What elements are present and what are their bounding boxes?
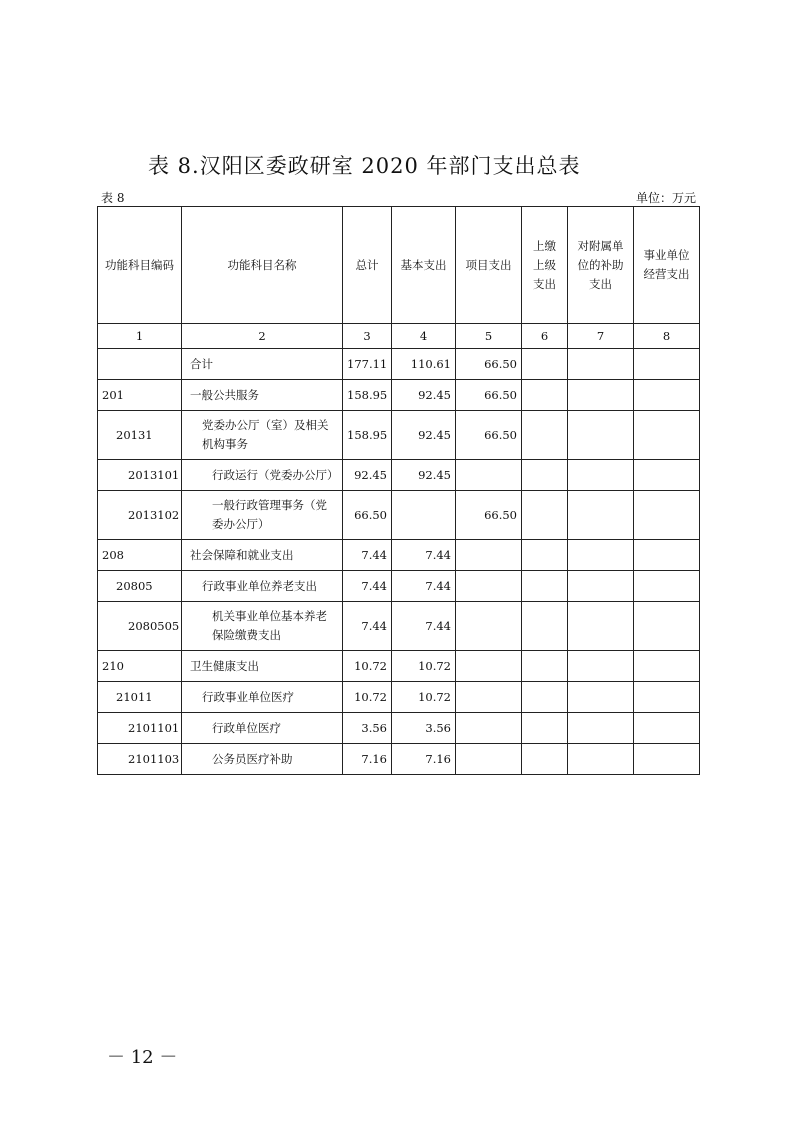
- index-cell: 3: [343, 324, 392, 349]
- project-cell: [456, 744, 522, 775]
- table-row: [98, 713, 700, 744]
- basic-cell: 92.45: [392, 411, 456, 460]
- total-cell: 10.72: [343, 651, 392, 682]
- name-cell: 行政事业单位医疗: [182, 682, 343, 713]
- col-header-code: 功能科目编码: [98, 207, 182, 324]
- total-cell: 92.45: [343, 460, 392, 491]
- project-cell: 66.50: [456, 349, 522, 380]
- project-cell: [456, 651, 522, 682]
- total-cell: 158.95: [343, 411, 392, 460]
- table-row: [98, 540, 700, 571]
- total-cell: 158.95: [343, 380, 392, 411]
- project-cell: [456, 602, 522, 651]
- index-cell: 2: [182, 324, 343, 349]
- page-number: － 12 －: [107, 1047, 178, 1068]
- table-row: [98, 411, 700, 460]
- total-cell: 10.72: [343, 682, 392, 713]
- project-cell: 66.50: [456, 411, 522, 460]
- code-cell: 2013101: [98, 460, 182, 491]
- code-cell: 21011: [98, 682, 182, 713]
- header-row: [98, 207, 700, 324]
- unit-label: 单位：万元: [636, 191, 697, 205]
- name-cell: 卫生健康支出: [182, 651, 343, 682]
- basic-cell: [392, 491, 456, 540]
- name-cell: 行政运行（党委办公厅）: [182, 460, 343, 491]
- table-row-total: [98, 349, 700, 380]
- col-header-remit: 上缴 上级 支出: [522, 207, 568, 324]
- total-cell: 3.56: [343, 713, 392, 744]
- code-cell: 20805: [98, 571, 182, 602]
- basic-cell: 7.44: [392, 540, 456, 571]
- index-cell: 4: [392, 324, 456, 349]
- name-cell: 机关事业单位基本养老保险缴费支出: [182, 602, 343, 651]
- table-row: [98, 651, 700, 682]
- table-row: [98, 460, 700, 491]
- name-cell: 一般行政管理事务（党委办公厅）: [182, 491, 343, 540]
- code-cell: 2080505: [98, 602, 182, 651]
- expenditure-table: [97, 206, 700, 775]
- table-label: 表 8: [101, 191, 125, 205]
- index-cell: 7: [568, 324, 634, 349]
- code-cell: 210: [98, 651, 182, 682]
- col-header-name: 功能科目名称: [182, 207, 343, 324]
- col-header-project: 项目支出: [456, 207, 522, 324]
- total-cell: 7.44: [343, 571, 392, 602]
- name-cell: 社会保障和就业支出: [182, 540, 343, 571]
- project-cell: [456, 540, 522, 571]
- total-cell: 177.11: [343, 349, 392, 380]
- document-title: 表 8.汉阳区委政研室 2020 年部门支出总表: [148, 154, 581, 178]
- col-header-business: 事业单位 经营支出: [634, 207, 700, 324]
- basic-cell: 3.56: [392, 713, 456, 744]
- col-header-total: 总计: [343, 207, 392, 324]
- basic-cell: 10.72: [392, 651, 456, 682]
- code-cell: 208: [98, 540, 182, 571]
- table-row: [98, 744, 700, 775]
- project-cell: 66.50: [456, 380, 522, 411]
- table-row: [98, 602, 700, 651]
- project-cell: [456, 682, 522, 713]
- index-cell: 6: [522, 324, 568, 349]
- code-cell: [98, 349, 182, 380]
- name-cell: 党委办公厅（室）及相关机构事务: [182, 411, 343, 460]
- col-header-basic: 基本支出: [392, 207, 456, 324]
- name-cell: 一般公共服务: [182, 380, 343, 411]
- name-cell: 合计: [182, 349, 343, 380]
- table-row: [98, 380, 700, 411]
- index-row: [98, 324, 700, 349]
- total-cell: 7.16: [343, 744, 392, 775]
- project-cell: [456, 571, 522, 602]
- name-cell: 行政事业单位养老支出: [182, 571, 343, 602]
- code-cell: 2013102: [98, 491, 182, 540]
- total-cell: 7.44: [343, 540, 392, 571]
- code-cell: 2101103: [98, 744, 182, 775]
- basic-cell: 7.44: [392, 571, 456, 602]
- col-header-subsidy: 对附属单 位的补助 支出: [568, 207, 634, 324]
- project-cell: [456, 713, 522, 744]
- name-cell: 行政单位医疗: [182, 713, 343, 744]
- name-cell: 公务员医疗补助: [182, 744, 343, 775]
- code-cell: 20131: [98, 411, 182, 460]
- code-cell: 201: [98, 380, 182, 411]
- total-cell: 7.44: [343, 602, 392, 651]
- basic-cell: 10.72: [392, 682, 456, 713]
- basic-cell: 7.16: [392, 744, 456, 775]
- index-cell: 5: [456, 324, 522, 349]
- table-row: [98, 491, 700, 540]
- basic-cell: 92.45: [392, 460, 456, 491]
- basic-cell: 92.45: [392, 380, 456, 411]
- basic-cell: 110.61: [392, 349, 456, 380]
- project-cell: 66.50: [456, 491, 522, 540]
- index-cell: 8: [634, 324, 700, 349]
- index-cell: 1: [98, 324, 182, 349]
- total-cell: 66.50: [343, 491, 392, 540]
- code-cell: 2101101: [98, 713, 182, 744]
- table-row: [98, 682, 700, 713]
- project-cell: [456, 460, 522, 491]
- basic-cell: 7.44: [392, 602, 456, 651]
- table-row: [98, 571, 700, 602]
